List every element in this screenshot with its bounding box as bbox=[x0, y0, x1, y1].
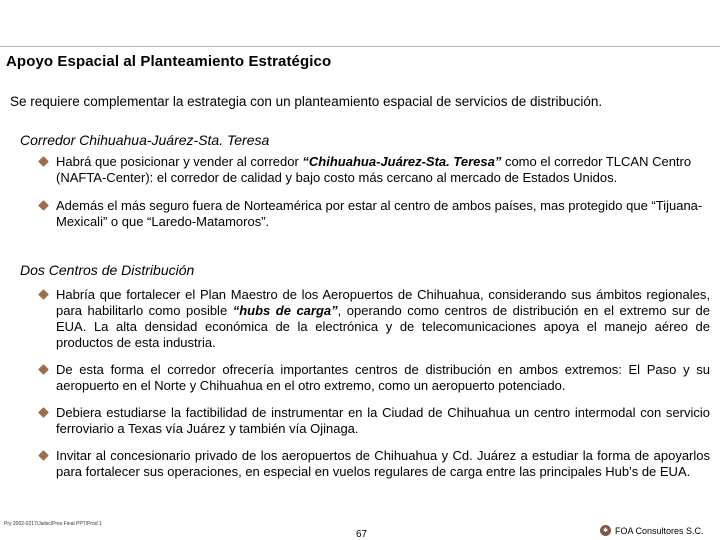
list-item bbox=[39, 448, 710, 480]
bullet-list-centros bbox=[39, 287, 710, 491]
bullet-text-pre: Habría que fortalecer el Plan Maestro de los Aeropuertos de Chihuahua, considerando sus ámbitos regionales, para habilitarlo como posible bbox=[56, 287, 710, 318]
bullet-text-post: , operando como centros de distribución en el extremo sur de EUA. La alta densidad económica de la electrónica y de telecomunicaciones apoya el manejo aéreo de productos de esta industria. bbox=[56, 303, 710, 350]
list-item bbox=[39, 405, 710, 437]
title-divider bbox=[0, 46, 720, 47]
bullet-text-post: como el corredor TLCAN Centro (NAFTA-Center): el corredor de calidad y bajo costo más cercano al mercado de Estados Unidos. bbox=[56, 154, 692, 185]
diamond-bullet-icon bbox=[38, 200, 49, 211]
bullet-text: Debiera estudiarse la factibilidad de instrumentar en la Ciudad de Chihuahua un centro intermodal con servicio ferroviario a Texas vía Juárez y también vía Ojinaga. bbox=[56, 405, 710, 436]
bullet-text: Además el más seguro fuera de Norteamérica por estar al centro de ambos países, mas protegido que “Tijuana-Mexicali” o que “Laredo-Matamoros”. bbox=[56, 198, 703, 229]
bullet-text-emphasis: “hubs de carga” bbox=[232, 303, 338, 318]
footer-company bbox=[600, 525, 704, 536]
bullet-text: Invitar al concesionario privado de los aeropuertos de Chihuahua y Cd. Juárez a estudiar la forma de apoyarlos para fortalecer sus operaciones, en especial en vuelos regulares de carga entre las principales Hub’s de EUA. bbox=[56, 448, 710, 479]
intro-text: Se requiere complementar la estrategia con un planteamiento espacial de servicios de distribución. bbox=[10, 94, 603, 109]
diamond-bullet-icon bbox=[38, 450, 49, 461]
section-heading-corredor: Corredor Chihuahua-Juárez-Sta. Teresa bbox=[20, 132, 270, 148]
bullet-list-corredor bbox=[39, 154, 710, 242]
diamond-bullet-icon bbox=[38, 289, 49, 300]
diamond-bullet-icon bbox=[38, 156, 49, 167]
list-item bbox=[39, 198, 710, 230]
company-logo-icon: ✱ bbox=[600, 525, 611, 536]
bullet-text-pre: Habrá que posicionar y vender al corredor bbox=[56, 154, 303, 169]
section-heading-centros: Dos Centros de Distribución bbox=[20, 262, 195, 278]
bullet-text-emphasis: “Chihuahua-Juárez-Sta. Teresa” bbox=[302, 154, 502, 169]
company-name: FOA Consultores S.C. bbox=[615, 525, 704, 536]
footer-file-reference: Pry 2002-0217/Jalisc/Pres Final PPT/Prod 1 bbox=[4, 521, 102, 527]
page-title: Apoyo Espacial al Planteamiento Estratégico bbox=[6, 53, 332, 70]
list-item bbox=[39, 362, 710, 394]
diamond-bullet-icon bbox=[38, 364, 49, 375]
bullet-text: De esta forma el corredor ofrecería importantes centros de distribución en ambos extremos: El Paso y su aeropuerto en el Norte y Chihuahua en el otro extremo, como un aeropuerto potenciado. bbox=[56, 362, 710, 393]
list-item bbox=[39, 287, 710, 351]
page-number: 67 bbox=[356, 529, 368, 540]
list-item bbox=[39, 154, 710, 186]
diamond-bullet-icon bbox=[38, 407, 49, 418]
